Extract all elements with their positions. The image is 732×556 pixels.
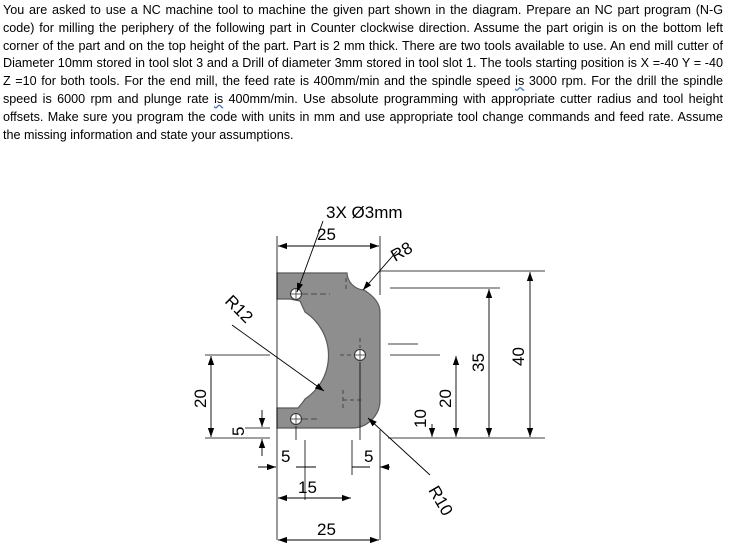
dim-r8: R8	[387, 238, 416, 266]
hole-bottom-left	[290, 413, 302, 425]
hole-right	[354, 349, 366, 361]
dim-bottom-5-right: 5	[364, 447, 374, 466]
dim-40: 40	[509, 347, 528, 366]
dim-20: 20	[436, 389, 455, 408]
dim-r10: R10	[424, 482, 457, 520]
dim-r12: R12	[221, 291, 257, 327]
dim-left-20: 20	[191, 389, 210, 408]
problem-text-is-2: is	[214, 91, 224, 106]
problem-text-part1: You are asked to use a NC machine tool to machine the given part shown in the diagram. Prepare an NC part program (N-G code) for milling the periphery of the following part in Counter clockwise direction. Assume the part origin is on the bottom left corner of the part and on the top height of the part. Part is 2 mm thick. There are two tools available to use. An end mill cutter of Diameter 10mm stored in tool slot 3 and a Drill of diameter 3mm stored in tool slot 1. The tools starting position is X =-40 Y = -40 Z =10 for both tools. For the end mill, the feed rate is 400mm/min and the spindle speed	[3, 3, 723, 89]
leader-r12	[232, 325, 324, 391]
hole-top-left	[290, 288, 302, 300]
problem-text-is-1: is	[515, 74, 525, 89]
holes-callout: 3X Ø3mm	[326, 203, 403, 222]
dim-top-25: 25	[317, 225, 336, 244]
dim-bottom-5-left: 5	[281, 447, 291, 466]
dim-bottom-25: 25	[317, 520, 336, 539]
dim-35: 35	[469, 353, 488, 372]
dim-10: 10	[411, 409, 430, 428]
problem-text-part2: 3000 rpm. For the drill the spindle speed is 6000 rpm and plunge rate	[3, 74, 723, 106]
problem-text-part3: 400mm/min. Use absolute programming with appropriate cutter radius and tool height offsets. Make sure you program the code with units in mm and use appropriate tool change commands and feed rate. Assume the missing information and state your assumptions.	[3, 91, 723, 142]
dim-left-5: 5	[229, 426, 248, 436]
dim-bottom-15: 15	[298, 478, 317, 497]
